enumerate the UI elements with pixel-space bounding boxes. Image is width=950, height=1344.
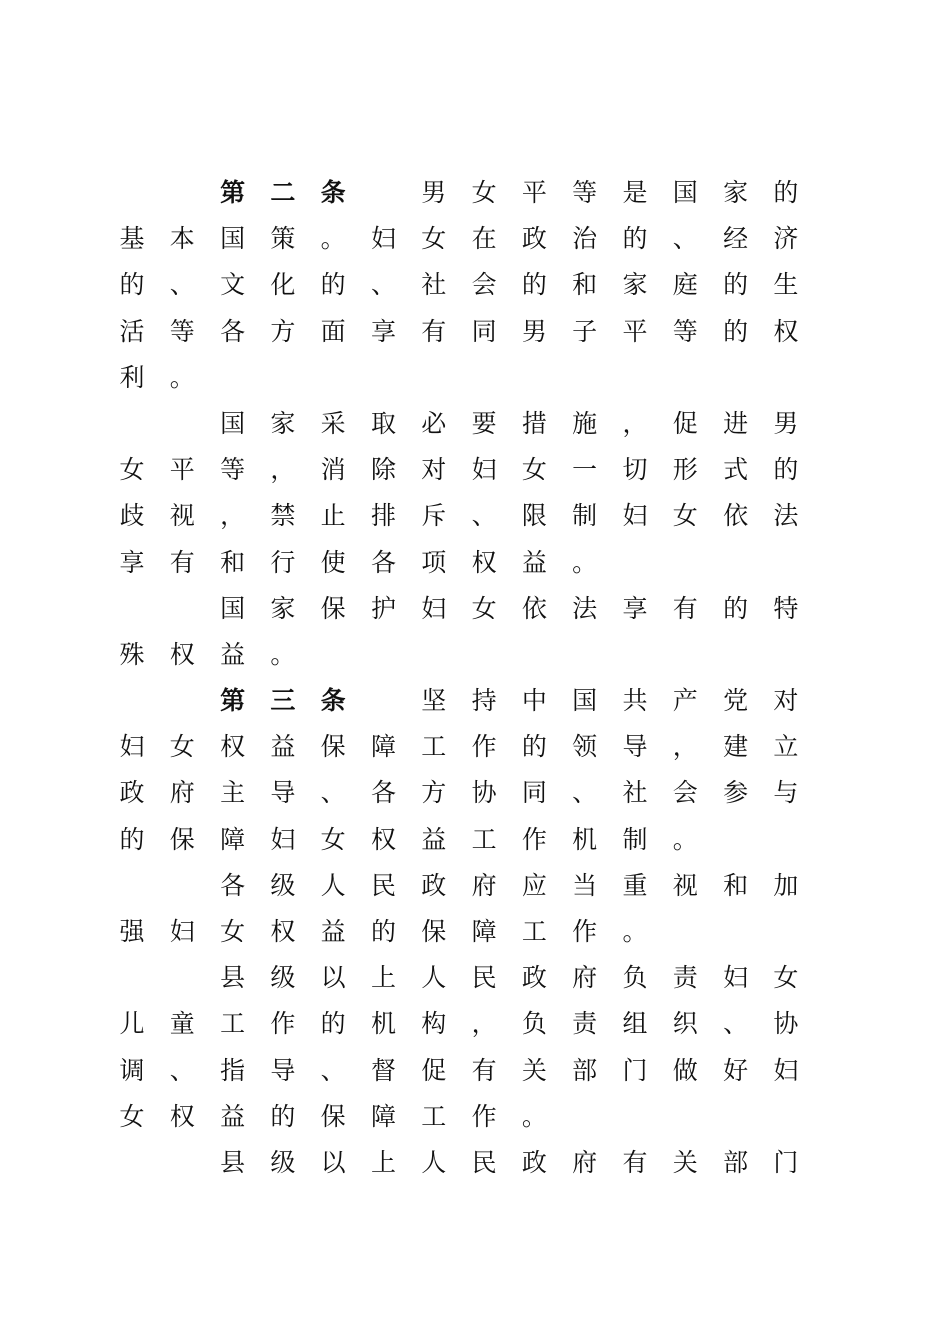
text-char: 作	[521, 824, 547, 854]
text-char: 法	[773, 501, 799, 531]
text-char: 、	[723, 1009, 749, 1039]
text-char: 在	[471, 224, 497, 254]
text-char: 妇	[723, 963, 749, 993]
text-char: 国	[220, 224, 246, 254]
text-char: 民	[471, 1147, 497, 1177]
text-char: 障	[471, 917, 497, 946]
text-char: 子	[572, 316, 598, 346]
text-line	[117, 817, 817, 863]
text-char: 产	[672, 686, 698, 716]
text-char: 家	[622, 270, 648, 300]
text-char: 方	[421, 778, 447, 808]
article-heading-char: 第	[220, 178, 246, 207]
article-heading-char: 第	[220, 686, 246, 716]
text-char: 工	[421, 732, 447, 762]
text-char: 。	[320, 224, 346, 254]
text-char: 保	[320, 1101, 346, 1131]
text-line	[117, 1048, 817, 1094]
text-char: 等	[672, 316, 698, 346]
text-char: 女	[471, 178, 497, 207]
text-char: 权	[169, 1101, 195, 1131]
text-char: 国	[220, 408, 246, 438]
text-char: 障	[370, 732, 396, 762]
text-char: 有	[622, 1147, 648, 1177]
text-char: ，	[220, 501, 246, 531]
text-char: 的	[270, 1101, 296, 1131]
text-char: 。	[622, 917, 648, 946]
text-char: 上	[370, 963, 396, 993]
text-char: 家	[270, 408, 296, 438]
text-char: 坚	[421, 686, 447, 716]
text-char: 面	[320, 316, 346, 346]
text-char: ，	[672, 732, 698, 762]
text-char: 策	[270, 224, 296, 254]
text-char: 、	[320, 778, 346, 808]
text-char: 协	[773, 1009, 799, 1039]
text-char: 协	[471, 778, 497, 808]
text-char: 视	[169, 501, 195, 531]
text-line	[117, 1140, 817, 1186]
text-line	[117, 909, 817, 955]
text-char: 女	[471, 593, 497, 623]
text-char: 的	[320, 1009, 346, 1039]
text-char: 切	[622, 455, 648, 485]
text-char: 益	[220, 639, 246, 669]
text-char: 。	[572, 547, 598, 577]
text-char: 持	[471, 686, 497, 716]
text-char: 机	[572, 824, 598, 854]
text-line	[117, 401, 817, 447]
text-char: 会	[672, 778, 698, 808]
text-line	[117, 724, 817, 770]
text-char: 织	[672, 1009, 698, 1039]
text-char: 生	[773, 270, 799, 300]
text-char: 以	[320, 963, 346, 993]
text-char: 建	[723, 732, 749, 762]
text-char: 强	[119, 917, 145, 946]
text-char: 导	[270, 1055, 296, 1085]
text-char: 妇	[270, 824, 296, 854]
text-char: 制	[572, 501, 598, 531]
text-char: 工	[421, 1101, 447, 1131]
article-heading-char: 三	[270, 686, 296, 716]
text-char: 平	[521, 178, 547, 207]
text-line	[117, 355, 817, 401]
text-char: 禁	[270, 501, 296, 531]
text-char: 。	[270, 639, 296, 669]
text-char: 府	[572, 1147, 598, 1177]
text-char: 负	[521, 1009, 547, 1039]
article-heading-char: 条	[320, 686, 346, 716]
text-char: 保	[169, 824, 195, 854]
text-char: 保	[320, 732, 346, 762]
text-char: 是	[622, 178, 648, 207]
text-char: 各	[370, 547, 396, 577]
text-char: 指	[220, 1055, 246, 1085]
text-char: 使	[320, 547, 346, 577]
text-char: 家	[270, 593, 296, 623]
text-char: 和	[220, 547, 246, 577]
text-char: 妇	[622, 501, 648, 531]
text-char: ，	[471, 1009, 497, 1039]
text-char: 排	[370, 501, 396, 531]
text-char: 益	[220, 1101, 246, 1131]
text-char: 级	[270, 963, 296, 993]
text-char: 作	[270, 1009, 296, 1039]
text-char: 保	[421, 917, 447, 946]
text-char: 对	[421, 455, 447, 485]
text-char: 女	[773, 963, 799, 993]
text-char: 享	[370, 316, 396, 346]
text-char: 方	[270, 316, 296, 346]
text-char: 妇	[773, 1055, 799, 1085]
text-char: 政	[521, 963, 547, 993]
text-char: 等	[169, 316, 195, 346]
text-char: 权	[270, 917, 296, 946]
text-char: 妇	[169, 917, 195, 946]
text-char: 关	[672, 1147, 698, 1177]
text-char: 文	[220, 270, 246, 300]
text-char: 。	[169, 362, 195, 392]
text-char: 止	[320, 501, 346, 531]
text-char: 促	[421, 1055, 447, 1085]
text-char: 部	[723, 1147, 749, 1177]
text-line	[117, 447, 817, 493]
text-char: 、	[370, 270, 396, 300]
text-char: 等	[572, 178, 598, 207]
text-line	[117, 309, 817, 355]
text-char: 共	[622, 686, 648, 716]
text-char: 措	[521, 408, 547, 438]
text-char: 中	[521, 686, 547, 716]
text-char: 保	[320, 593, 346, 623]
text-char: 导	[270, 778, 296, 808]
text-char: 妇	[421, 593, 447, 623]
text-char: 利	[119, 362, 145, 392]
text-char: 采	[320, 408, 346, 438]
text-char: 依	[723, 501, 749, 531]
text-char: 和	[572, 270, 598, 300]
text-char: 的	[119, 270, 145, 300]
text-char: 立	[773, 732, 799, 762]
text-char: 。	[521, 1101, 547, 1131]
text-char: 儿	[119, 1009, 145, 1039]
text-char: 基	[119, 224, 145, 254]
text-char: 益	[320, 917, 346, 946]
text-char: 同	[471, 316, 497, 346]
text-char: 府	[169, 778, 195, 808]
text-char: 视	[672, 870, 698, 900]
text-char: 构	[421, 1009, 447, 1039]
text-char: 以	[320, 1147, 346, 1177]
text-char: 工	[471, 824, 497, 854]
text-char: 平	[169, 455, 195, 485]
text-char: 权	[370, 824, 396, 854]
text-char: 要	[471, 408, 497, 438]
text-char: 护	[370, 593, 396, 623]
text-char: 级	[270, 1147, 296, 1177]
text-char: 男	[773, 408, 799, 438]
text-char: 府	[572, 963, 598, 993]
text-char: 的	[622, 224, 648, 254]
text-line	[117, 770, 817, 816]
text-char: 组	[622, 1009, 648, 1039]
text-char: 各	[220, 870, 246, 900]
text-char: 有	[169, 547, 195, 577]
text-char: 作	[572, 917, 598, 946]
text-char: 的	[773, 178, 799, 207]
text-char: 有	[421, 316, 447, 346]
text-char: 有	[672, 593, 698, 623]
text-char: 益	[421, 824, 447, 854]
text-char: 加	[773, 870, 799, 900]
text-char: 权	[773, 316, 799, 346]
text-char: 限	[521, 501, 547, 531]
text-char: 的	[320, 270, 346, 300]
text-char: 领	[572, 732, 598, 762]
text-char: 障	[370, 1101, 396, 1131]
text-char: 作	[471, 1101, 497, 1131]
text-char: 庭	[672, 270, 698, 300]
text-char: 责	[572, 1009, 598, 1039]
text-char: 好	[723, 1055, 749, 1085]
text-char: 女	[320, 824, 346, 854]
text-char: 促	[672, 408, 698, 438]
text-char: 式	[723, 455, 749, 485]
text-char: 、	[169, 270, 195, 300]
text-char: 的	[773, 455, 799, 485]
text-char: 女	[169, 732, 195, 762]
text-char: 工	[220, 1009, 246, 1039]
text-char: 女	[119, 1101, 145, 1131]
text-char: 的	[119, 824, 145, 854]
text-char: 益	[521, 547, 547, 577]
text-char: 和	[723, 870, 749, 900]
text-char: 男	[421, 178, 447, 207]
text-char: 特	[773, 593, 799, 623]
text-char: 社	[421, 270, 447, 300]
text-char: 政	[521, 224, 547, 254]
text-char: 当	[572, 870, 598, 900]
text-char: 形	[672, 455, 698, 485]
text-char: 应	[521, 870, 547, 900]
text-char: 、	[169, 1055, 195, 1085]
text-char: 部	[572, 1055, 598, 1085]
text-char: 国	[572, 686, 598, 716]
text-char: 济	[773, 224, 799, 254]
text-char: 化	[270, 270, 296, 300]
text-char: 活	[119, 316, 145, 346]
text-char: 施	[572, 408, 598, 438]
text-char: 的	[370, 917, 396, 946]
text-char: 家	[723, 178, 749, 207]
text-char: 人	[421, 1147, 447, 1177]
text-char: 作	[471, 732, 497, 762]
text-char: 会	[471, 270, 497, 300]
text-char: 与	[773, 778, 799, 808]
text-char: 关	[521, 1055, 547, 1085]
text-char: 的	[723, 316, 749, 346]
text-char: 的	[521, 732, 547, 762]
text-char: 府	[471, 870, 497, 900]
text-char: 人	[421, 963, 447, 993]
text-char: 妇	[471, 455, 497, 485]
text-line	[117, 955, 817, 1001]
article-heading-char: 二	[270, 178, 296, 207]
text-char: 上	[370, 1147, 396, 1177]
text-line	[117, 1094, 817, 1140]
text-char: 本	[169, 224, 195, 254]
text-char: 行	[270, 547, 296, 577]
text-char: 进	[723, 408, 749, 438]
text-char: 女	[521, 455, 547, 485]
text-char: 女	[421, 224, 447, 254]
text-line	[117, 540, 817, 586]
text-char: 、	[572, 778, 598, 808]
text-char: 门	[773, 1147, 799, 1177]
text-char: 国	[220, 593, 246, 623]
text-line	[117, 493, 817, 539]
text-char: 必	[421, 408, 447, 438]
text-char: 的	[723, 593, 749, 623]
text-char: 导	[622, 732, 648, 762]
text-char: 益	[270, 732, 296, 762]
text-char: 权	[220, 732, 246, 762]
text-char: 歧	[119, 501, 145, 531]
text-char: 民	[471, 963, 497, 993]
text-char: 平	[622, 316, 648, 346]
text-char: 等	[220, 455, 246, 485]
text-char: 、	[320, 1055, 346, 1085]
text-char: 妇	[119, 732, 145, 762]
text-char: 各	[220, 316, 246, 346]
text-line	[117, 586, 817, 632]
text-char: 对	[773, 686, 799, 716]
text-char: 取	[370, 408, 396, 438]
text-char: 的	[723, 270, 749, 300]
text-char: 妇	[370, 224, 396, 254]
text-char: 主	[220, 778, 246, 808]
text-char: 责	[672, 963, 698, 993]
article-heading-char: 条	[320, 178, 346, 207]
text-char: 党	[723, 686, 749, 716]
text-char: 权	[471, 547, 497, 577]
text-char: 消	[320, 455, 346, 485]
text-char: 斥	[421, 501, 447, 531]
text-char: 政	[119, 778, 145, 808]
text-line	[117, 632, 817, 678]
text-char: 依	[521, 593, 547, 623]
text-char: 县	[220, 1147, 246, 1177]
text-char: 机	[370, 1009, 396, 1039]
text-char: 人	[320, 870, 346, 900]
text-char: 负	[622, 963, 648, 993]
text-char: 男	[521, 316, 547, 346]
text-char: 国	[672, 178, 698, 207]
text-char: 经	[723, 224, 749, 254]
text-char: 童	[169, 1009, 195, 1039]
text-line	[117, 863, 817, 909]
text-char: ，	[270, 455, 296, 485]
text-char: 女	[119, 455, 145, 485]
text-char: 障	[220, 824, 246, 854]
text-char: 权	[169, 639, 195, 669]
text-char: 做	[672, 1055, 698, 1085]
text-line	[117, 262, 817, 308]
text-char: 。	[672, 824, 698, 854]
text-char: 政	[421, 870, 447, 900]
text-char: 民	[370, 870, 396, 900]
text-char: 一	[572, 455, 598, 485]
text-char: 女	[220, 917, 246, 946]
law-text-body	[117, 170, 817, 1186]
text-char: 级	[270, 870, 296, 900]
text-char: 、	[471, 501, 497, 531]
text-char: 重	[622, 870, 648, 900]
text-char: 政	[521, 1147, 547, 1177]
text-char: 、	[672, 224, 698, 254]
text-char: 督	[370, 1055, 396, 1085]
text-char: 调	[119, 1055, 145, 1085]
text-line	[117, 170, 817, 216]
text-char: 有	[471, 1055, 497, 1085]
text-char: 参	[723, 778, 749, 808]
text-line	[117, 1001, 817, 1047]
text-char: 享	[622, 593, 648, 623]
text-char: ，	[622, 408, 648, 438]
text-char: 治	[572, 224, 598, 254]
text-line	[117, 678, 817, 724]
text-char: 项	[421, 547, 447, 577]
text-char: 殊	[119, 639, 145, 669]
text-line	[117, 216, 817, 262]
text-char: 除	[370, 455, 396, 485]
text-char: 的	[521, 270, 547, 300]
text-char: 县	[220, 963, 246, 993]
text-char: 制	[622, 824, 648, 854]
text-char: 社	[622, 778, 648, 808]
text-char: 女	[672, 501, 698, 531]
text-char: 同	[521, 778, 547, 808]
text-char: 各	[370, 778, 396, 808]
text-char: 享	[119, 547, 145, 577]
text-char: 工	[521, 917, 547, 946]
text-char: 法	[572, 593, 598, 623]
text-char: 门	[622, 1055, 648, 1085]
